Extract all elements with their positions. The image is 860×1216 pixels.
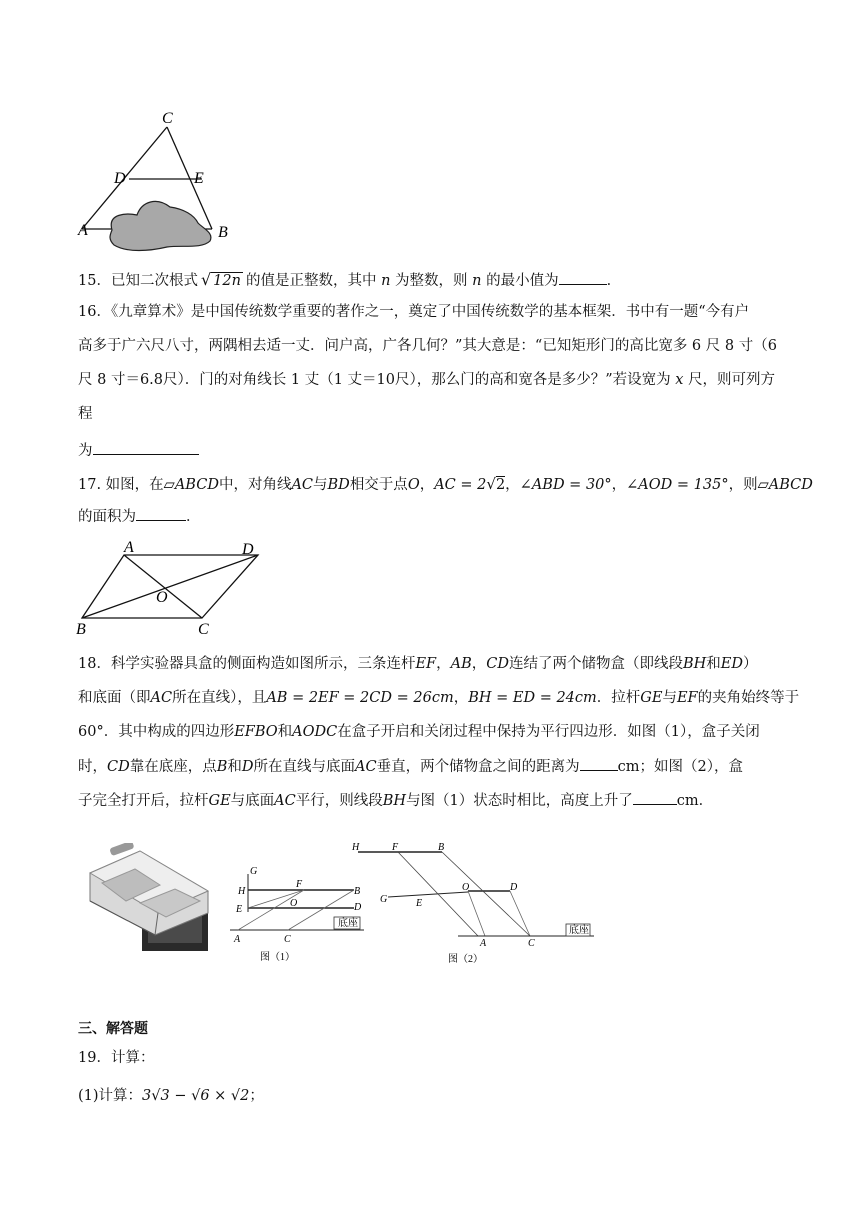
question-18-line3: 60°．其中构成的四边形EFBO和AODC在盒子开启和关闭过程中保持为平行四边形．如图（1），盒子关闭 — [78, 724, 760, 740]
svg-text:底座: 底座 — [338, 918, 358, 929]
svg-text:D: D — [354, 902, 362, 913]
answer-blank-15[interactable] — [559, 270, 607, 285]
question-16-line5: 为 — [78, 440, 199, 461]
svg-text:A: A — [480, 938, 487, 949]
label-e: E — [194, 170, 204, 187]
sqrt-12n: √ 12n — [200, 270, 241, 289]
svg-text:D: D — [510, 882, 518, 893]
label-d: D — [114, 170, 126, 187]
label-c: C — [162, 110, 173, 127]
svg-text:B: B — [438, 842, 445, 853]
label-b: B — [218, 224, 228, 241]
svg-text:C: C — [284, 934, 291, 945]
question-19-line2: (1)计算：3√3 − √6 × √2； — [78, 1088, 264, 1104]
svg-text:E: E — [236, 904, 243, 915]
svg-text:G: G — [380, 894, 388, 905]
question-17-line2: 的面积为 ． — [78, 506, 201, 527]
answer-blank-17[interactable] — [136, 506, 186, 521]
svg-text:F: F — [296, 879, 303, 890]
label-a: A — [78, 222, 88, 239]
question-16-line1: 16．《九章算术》是中国传统数学重要的著作之一，奠定了中国传统数学的基本框架．书中有一题“今有户 — [78, 304, 750, 320]
toolbox-photo — [80, 843, 215, 955]
section-title: 三、解答题 — [78, 1021, 148, 1037]
answer-blank-18a[interactable] — [580, 756, 618, 771]
question-16-line3: 尺 8 寸＝6.8尺）．门的对角线长 1 丈（1 丈＝10尺），那么门的高和宽各是多少？”若设宽为 x 尺，则可列方 — [78, 372, 776, 388]
question-15: 15．已知二次根式 √ 12n 的值是正整数，其中 n 为整数，则 n 的最小值为 ． — [78, 270, 622, 289]
svg-text:图（2）: 图（2） — [448, 954, 483, 965]
question-18-line4: 时，CD靠在底座，点B和D所在直线与底面AC垂直，两个储物盒之间的距离为 cm；如图（2），盒 — [78, 756, 743, 777]
answer-blank-16[interactable] — [93, 440, 199, 455]
svg-text:C: C — [198, 621, 209, 638]
svg-text:D: D — [242, 541, 254, 558]
question-16-line4: 程 — [78, 406, 93, 422]
svg-text:A: A — [124, 539, 134, 556]
ink-blob — [110, 201, 211, 250]
svg-text:E: E — [416, 898, 423, 909]
svg-text:O: O — [290, 898, 298, 909]
question-18-line2: 和底面（即AC所在直线），且AB = 2EF = 2CD = 26cm，BH = ED = 24cm．拉杆GE与EF的夹角始终等于 — [78, 690, 800, 706]
svg-text:B: B — [76, 621, 86, 638]
triangle-figure — [72, 105, 242, 255]
answer-blank-18b[interactable] — [633, 790, 677, 805]
svg-text:G: G — [250, 866, 258, 877]
svg-text:C: C — [528, 938, 535, 949]
question-19-line1: 19．计算： — [78, 1050, 155, 1066]
svg-text:底座: 底座 — [569, 925, 589, 936]
question-16-line2: 高多于广六尺八寸，两隅相去适一丈．问户高，广各几何？”其大意是：“已知矩形门的高比宽多 6 尺 8 寸（6 — [78, 338, 777, 354]
parallelogram-figure — [72, 538, 272, 638]
question-18-line5: 子完全打开后，拉杆GE与底面AC平行，则线段BH与图（1）状态时相比，高度上升了 cm． — [78, 790, 713, 811]
svg-text:H: H — [238, 886, 246, 897]
svg-text:图（1）: 图（1） — [260, 952, 295, 963]
question-17-line1: 17. 如图，在▱ABCD中，对角线AC与BD相交于点O，AC = 2√2，∠ABD = 30°，∠AOD = 135°，则▱ABCD — [78, 475, 813, 493]
svg-text:F: F — [392, 842, 399, 853]
svg-text:O: O — [462, 882, 470, 893]
question-18-line1: 18．科学实验器具盒的侧面构造如图所示，三条连杆EF，AB，CD连结了两个储物盒（即线段BH和ED） — [78, 656, 758, 672]
svg-text:A: A — [234, 934, 241, 945]
box-diagram-fig2 — [350, 838, 600, 968]
svg-text:O: O — [156, 589, 168, 606]
svg-text:B: B — [354, 886, 361, 897]
svg-text:H: H — [352, 842, 360, 853]
